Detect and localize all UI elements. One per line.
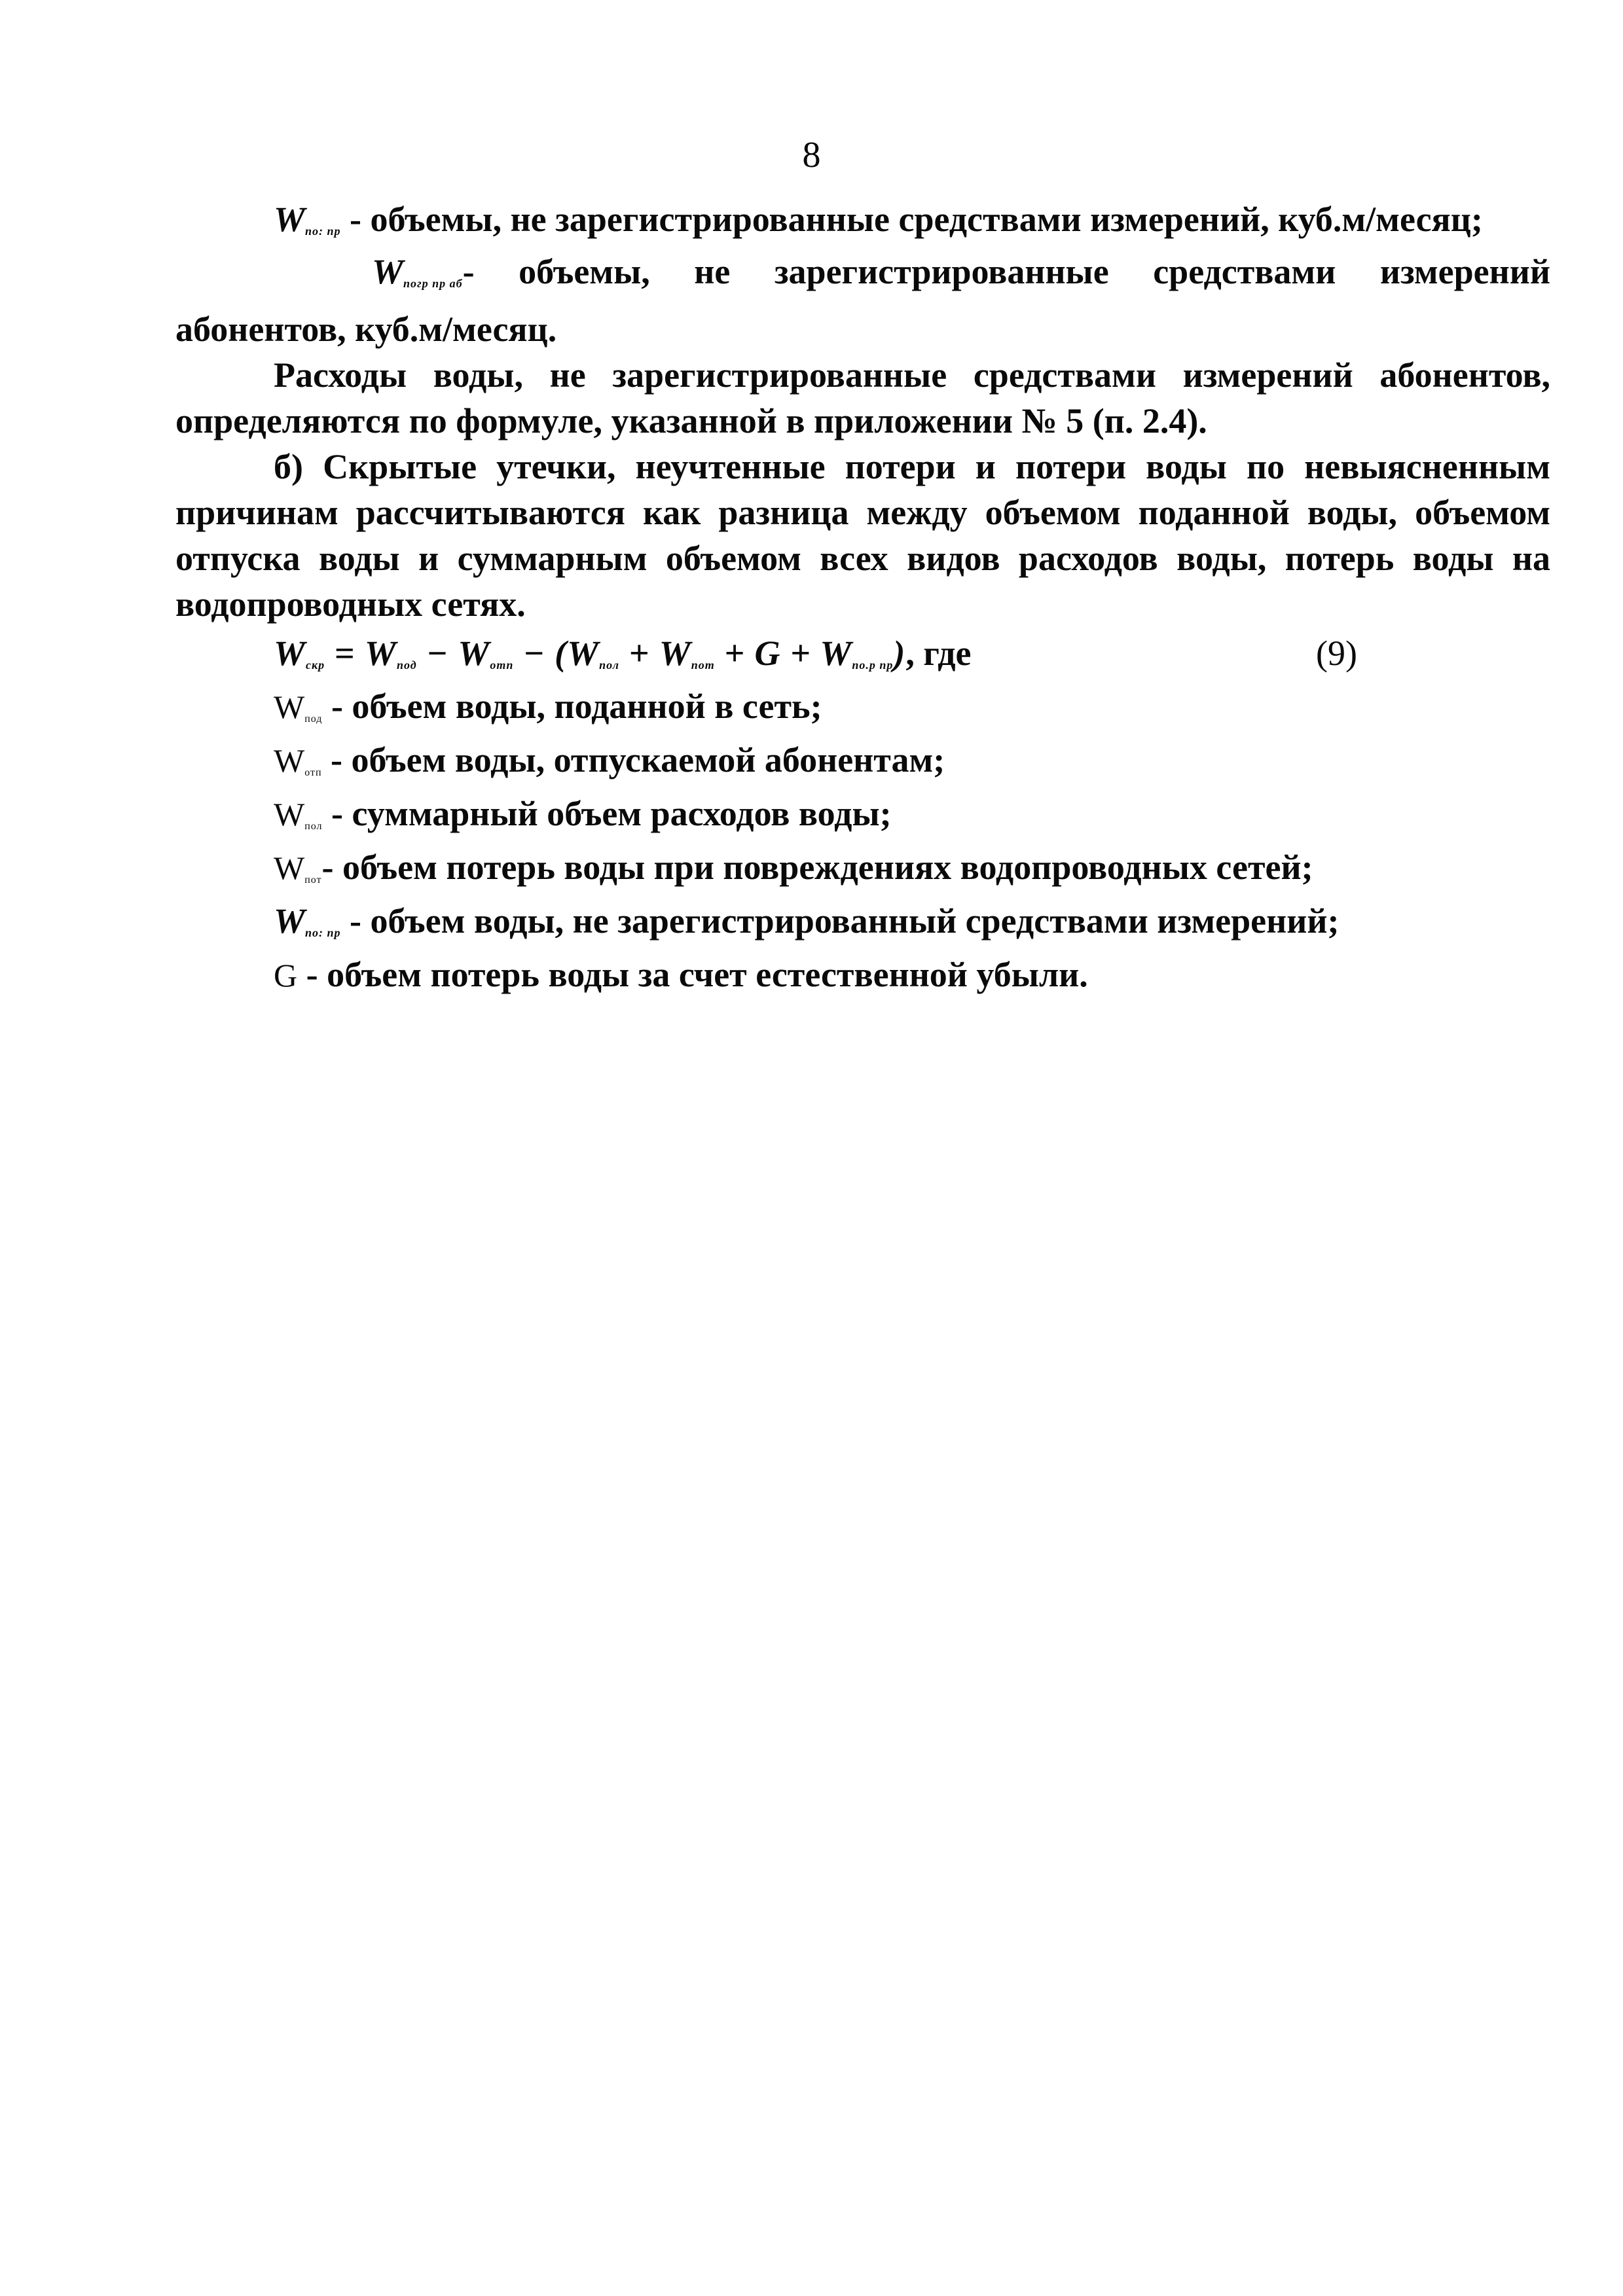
definition-w-pod (175, 683, 1550, 729)
body-text (175, 196, 1550, 997)
definition-text: - объем потерь воды за счет естественной убыли. (297, 955, 1088, 994)
variable-symbol: $W_{отп}$ (274, 742, 322, 779)
definition-line-w-unregistered (175, 196, 1550, 242)
definition-line-w-abonents (175, 249, 1550, 352)
paragraph-rashody: Расходы воды, не зарегистрированные средствами измерений абонентов, определяются по формуле, указанной в приложении № 5 (п. 2.4). (175, 355, 1550, 440)
variable-symbol: $W_{по: пр}$ (274, 901, 341, 941)
definition-text: - объемы, не зарегистрированные средствами измерений абонентов, куб.м/месяц. (175, 252, 1550, 349)
definition-w-otp (175, 737, 1550, 783)
variable-symbol: $W_{пот}$ (274, 850, 322, 886)
definition-text: - объемы, не зарегистрированные средствами измерений, куб.м/месяц; (340, 200, 1483, 239)
definition-text: - объем воды, поданной в сеть; (322, 687, 822, 726)
definition-w-pot (175, 844, 1550, 890)
definition-g (175, 952, 1550, 997)
variable-symbol: $W_{по: пр}$ (274, 200, 341, 239)
definition-w-nouchet (175, 898, 1550, 944)
definition-text: - суммарный объем расходов воды; (322, 794, 892, 833)
formula-tail: , где (905, 634, 972, 673)
page-number: 8 (802, 135, 821, 175)
definition-w-pol (175, 791, 1550, 836)
definition-text: - объем потерь воды при повреждениях водопроводных сетей; (321, 848, 1313, 887)
formula-expression: $W_{скр} = W_{под} - W_{отп} - (W_{пол} + W_{пот} + G + W_{по.р пр})$ (274, 634, 906, 673)
variable-symbol: $W_{пол}$ (274, 796, 323, 833)
definition-text: - объем воды, отпускаемой абонентам; (321, 740, 945, 780)
formula-9 (175, 627, 1550, 679)
equation-number: (9) (1316, 634, 1357, 673)
variable-symbol: G (274, 957, 298, 994)
definition-text: - объем воды, не зарегистрированный средствами измерений; (340, 901, 1340, 941)
variable-symbol: $W_{под}$ (274, 689, 323, 725)
paragraph-hidden-leaks: б) Скрытые утечки, неучтенные потери и потери воды по невыясненным причинам рассчитываются как разница между объемом поданной воды, объемом отпуска воды и суммарным объемом всех видов расходов воды, потерь воды на водопроводных сетях. (175, 447, 1550, 624)
variable-symbol: $W_{погр пр аб}$ (372, 252, 463, 291)
